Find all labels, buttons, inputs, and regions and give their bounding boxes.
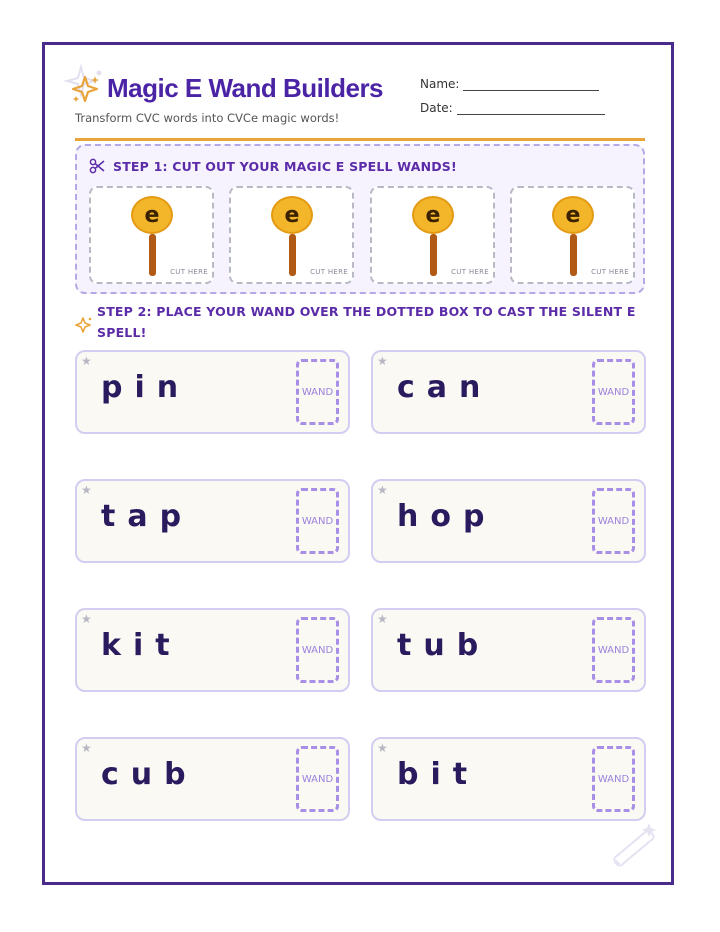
sparkle-icon — [75, 316, 93, 334]
wand-drop-zone[interactable] — [592, 746, 635, 812]
wand-slot-label: WAND — [301, 644, 334, 656]
wand-drop-zone[interactable] — [296, 359, 339, 425]
step1-header — [89, 158, 457, 174]
word-card — [371, 350, 646, 434]
word-card — [75, 737, 350, 821]
cut-here-label: CUT HERE — [591, 268, 629, 276]
step1-section — [75, 144, 645, 294]
wand-cutout[interactable] — [89, 186, 214, 284]
wand-drop-zone[interactable] — [296, 617, 339, 683]
wand-ball: e — [271, 196, 313, 234]
wand-slot-label: WAND — [597, 644, 630, 656]
word-card — [75, 350, 350, 434]
step2-title: STEP 2: PLACE YOUR WAND OVER THE DOTTED BOX TO CAST THE SILENT E SPELL! — [97, 304, 636, 340]
cvc-word: hop — [397, 499, 497, 534]
cvc-word: kit — [101, 628, 182, 663]
star-icon: ★ — [81, 741, 92, 755]
wand-drop-zone[interactable] — [296, 746, 339, 812]
cvc-word: cub — [101, 757, 198, 792]
wand-cutout[interactable] — [229, 186, 354, 284]
page-subtitle: Transform CVC words into CVCe magic words! — [75, 111, 340, 125]
cvc-word: tap — [101, 499, 194, 534]
wand-drop-zone[interactable] — [592, 488, 635, 554]
name-field[interactable] — [420, 77, 599, 91]
wand-slot-label: WAND — [597, 515, 630, 527]
star-icon: ★ — [377, 612, 388, 626]
cut-here-label: CUT HERE — [451, 268, 489, 276]
star-icon: ★ — [81, 483, 92, 497]
date-field[interactable] — [420, 101, 605, 115]
scissors-icon — [89, 158, 105, 174]
word-card — [371, 737, 646, 821]
star-icon: ★ — [377, 483, 388, 497]
star-icon: ★ — [377, 354, 388, 368]
wand-stick — [570, 234, 577, 276]
wand-stick — [149, 234, 156, 276]
word-card — [371, 608, 646, 692]
wand-slot-label: WAND — [301, 515, 334, 527]
header-divider — [75, 138, 645, 141]
cut-here-label: CUT HERE — [170, 268, 208, 276]
wand-stick — [430, 234, 437, 276]
sparkle-icon — [71, 74, 101, 104]
cvc-word: bit — [397, 757, 480, 792]
wand-drop-zone[interactable] — [592, 359, 635, 425]
page-title: Magic E Wand Builders — [107, 73, 384, 103]
star-icon: ★ — [81, 612, 92, 626]
cvc-word: can — [397, 370, 493, 405]
word-card — [75, 479, 350, 563]
wand-slot-label: WAND — [301, 386, 334, 398]
wand-cutout[interactable] — [370, 186, 495, 284]
step1-title: STEP 1: CUT OUT YOUR MAGIC E SPELL WANDS! — [113, 158, 457, 174]
date-line[interactable] — [457, 102, 605, 115]
title-row — [71, 73, 383, 104]
word-card — [75, 608, 350, 692]
wand-cutout[interactable] — [510, 186, 635, 284]
wand-slot-label: WAND — [301, 773, 334, 785]
wand-ball: e — [131, 196, 173, 234]
wand-slot-label: WAND — [597, 773, 630, 785]
name-line[interactable] — [463, 78, 599, 91]
wand-stick — [289, 234, 296, 276]
date-label: Date: — [420, 101, 453, 115]
star-icon: ★ — [81, 354, 92, 368]
wand-drop-zone[interactable] — [296, 488, 339, 554]
cvc-word: tub — [397, 628, 491, 663]
wand-ball: e — [552, 196, 594, 234]
wand-ball: e — [412, 196, 454, 234]
cut-here-label: CUT HERE — [310, 268, 348, 276]
wand-drop-zone[interactable] — [592, 617, 635, 683]
worksheet-page — [42, 42, 674, 885]
cvc-word: pin — [101, 370, 191, 405]
star-icon: ★ — [377, 741, 388, 755]
word-card — [371, 479, 646, 563]
wand-slot-label: WAND — [597, 386, 630, 398]
name-label: Name: — [420, 77, 460, 91]
magic-wand-icon — [605, 817, 661, 873]
